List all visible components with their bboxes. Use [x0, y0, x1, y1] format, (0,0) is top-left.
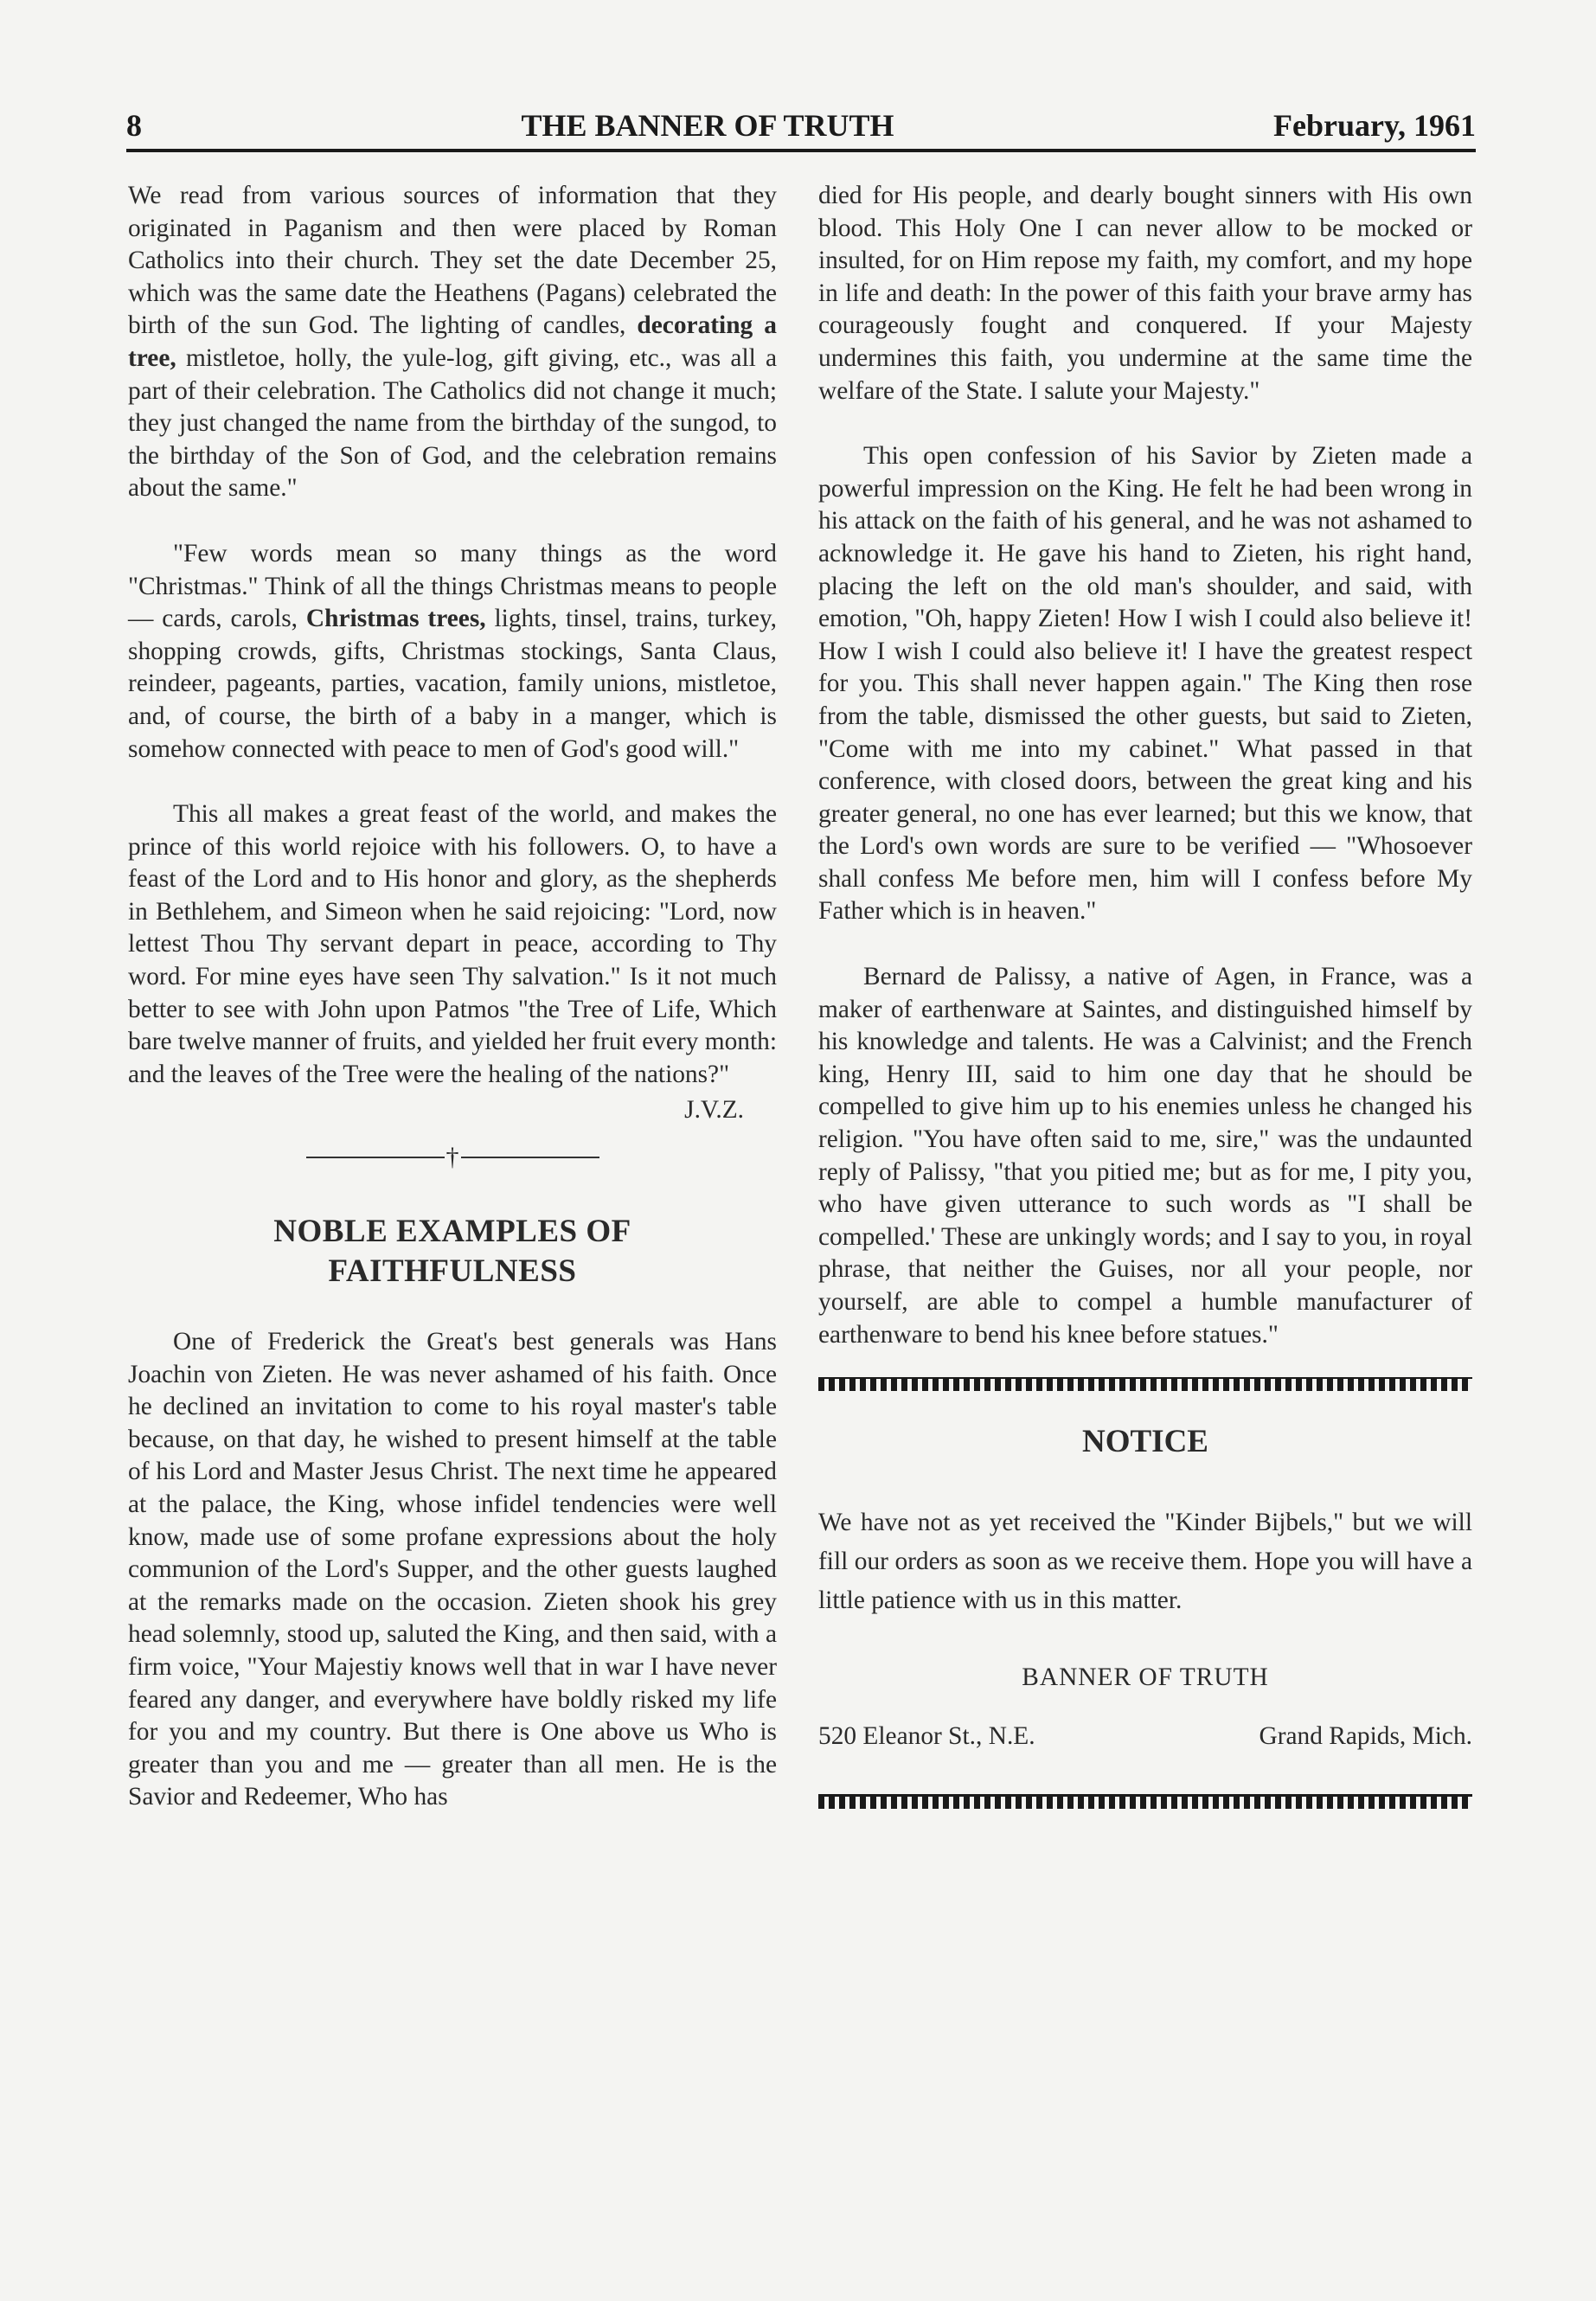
city-address: Grand Rapids, Mich.	[1259, 1721, 1472, 1750]
issue-date: February, 1961	[1273, 108, 1476, 143]
section-divider	[128, 1144, 777, 1170]
paragraph-zieten-continued: died for His people, and dearly bought sinners with His own blood. This Holy One I can never allow to be mocked or insulted, for on Him repose my faith, my comfort, and my hope in life and death: In the power of this faith your brave army has courageously fought and conquered. If your Majesty undermines this faith, you undermine at the same time the welfare of the State. I salute your Majesty."	[818, 182, 1472, 405]
paragraph-pagan-origins: We read from various sources of information that they originated in Paganism and then were placed by Roman Catholics into their church. They set the date December 25, which was the same date the Heathens (Pagans) celebrated the birth of the sun God. The lighting of candles, decorating a tree, mistletoe, holly, the yule-log, gift giving, etc., was all a part of their celebration. The Catholics did not change it much; they just changed the name from the birthday of the sungod, to the birthday of the Son of God, and the celebration remains about the same."	[128, 182, 777, 503]
paragraph-christmas-word: "Few words mean so many things as the word "Christmas." Think of all the things Christmas means to people — cards, carols, Christmas trees, lights, tinsel, trains, turkey, shopping crowds, gifts, Christmas stockings, Santa Claus, reindeer, pageants, parties, vacation, family unions, mistletoe, and, of course, the birth of a baby in a manger, which is somehow connected with peace to men of God's good will."	[128, 539, 777, 763]
page-number: 8	[126, 108, 142, 143]
notice-body: We have not as yet received the "Kinder Bijbels," but we will fill our orders as soon as we receive them. Hope you will have a little patience with us in this matter.	[818, 1509, 1472, 1615]
paragraph-confession: This open confession of his Savior by Zieten made a powerful impression on the King. He felt he had been wrong in his attack on the faith of his general, and he was not ashamed to acknowledge it. He gave his hand to Zieten, his right hand, placing the left on the old man's shoulder, and said, with emotion, "Oh, happy Zieten! How I wish I could also believe it! How I wish I could also believe it! I have the greatest respect for you. This shall never happen again." The King then rose from the table, dismissed the other guests, but said to Zieten, "Come with me into my cabinet." What passed in that conference, with closed doors, between the great king and his greater general, no one has ever learned; but this we know, that the Lord's own words are sure to be verified — "Whosoever shall confess Me before men, him will I confess before My Father which is in heaven."	[818, 442, 1472, 926]
paragraph-feast: This all makes a great feast of the world, and makes the prince of this world rejoice with his followers. O, to have a feast of the Lord and to His honor and glory, as the shepherds in Bethlehem, and Simeon when he said rejoicing: "Lord, now lettest Thou Thy servant depart in peace, according to Thy word. For mine eyes have seen Thy salvation." Is it not much better to see with John upon Patmos "the Tree of Life, Which bare twelve manner of fruits, and yielded her fruit every month: and the leaves of the Tree were the healing of the nations?"	[128, 800, 778, 1088]
divider-line-right	[461, 1157, 599, 1158]
section-title: NOBLE EXAMPLES OF FAITHFULNESS	[273, 1214, 631, 1290]
page-header	[126, 107, 1476, 149]
notice-address-line	[818, 1721, 1472, 1753]
paragraph-palissy: Bernard de Palissy, a native of Agen, in France, was a maker of earthenware at Saintes, and distinguished himself by his knowledge and talents. He was a Calvinist; and the French king, Henry III, said to him one day that he should be compelled to give him up to his enemies unless he changed his religion. "You have often said to me, sire," was the undaunted reply of Palissy, "that you pitied me; but as for me, I pity you, who have given utterance to such words as "I shall be compelled.' These are unkingly words; and I say to you, in royal phrase, that neither the Guises, nor all your people, nor yourself, are able to compel a humble manufacturer of earthenware to bend his knee before statues."	[818, 963, 1472, 1349]
right-column	[818, 180, 1472, 1809]
author-signature: J.V.Z.	[684, 1096, 744, 1125]
publication-title: THE BANNER OF TRUTH	[521, 108, 894, 143]
dagger-icon: †	[445, 1143, 459, 1172]
decorative-border-top	[818, 1377, 1472, 1391]
notice-title: NOTICE	[1082, 1424, 1208, 1460]
divider-line-left	[306, 1157, 445, 1158]
notice-organization: BANNER OF TRUTH	[1022, 1663, 1269, 1692]
street-address: 520 Eleanor St., N.E.	[818, 1721, 1035, 1750]
left-column	[128, 180, 777, 1847]
decorative-border-bottom	[818, 1794, 1472, 1809]
paragraph-zieten: One of Frederick the Great's best generals was Hans Joachin von Zieten. He was never ashamed of his faith. Once he declined an invitation to come to his royal master's table because, on that day, he wished to present himself at the table of his Lord and Master Jesus Christ. The next time he appeared at the palace, the King, whose infidel tendencies were well know, made use of some profane expressions about the holy communion of the Lord's Supper, and the other guests laughed at the remarks made on the occasion. Zieten shook his grey head solemnly, stood up, saluted the King, and then said, with a firm voice, "Your Majestiy knows well that in war I have never feared any danger, and everywhere have boldly risked my life for you and my country. But there is One above us Who is greater than you and me — greater than all men. He is the Savior and Redeemer, Who has	[128, 1328, 777, 1811]
header-rule	[126, 149, 1476, 152]
